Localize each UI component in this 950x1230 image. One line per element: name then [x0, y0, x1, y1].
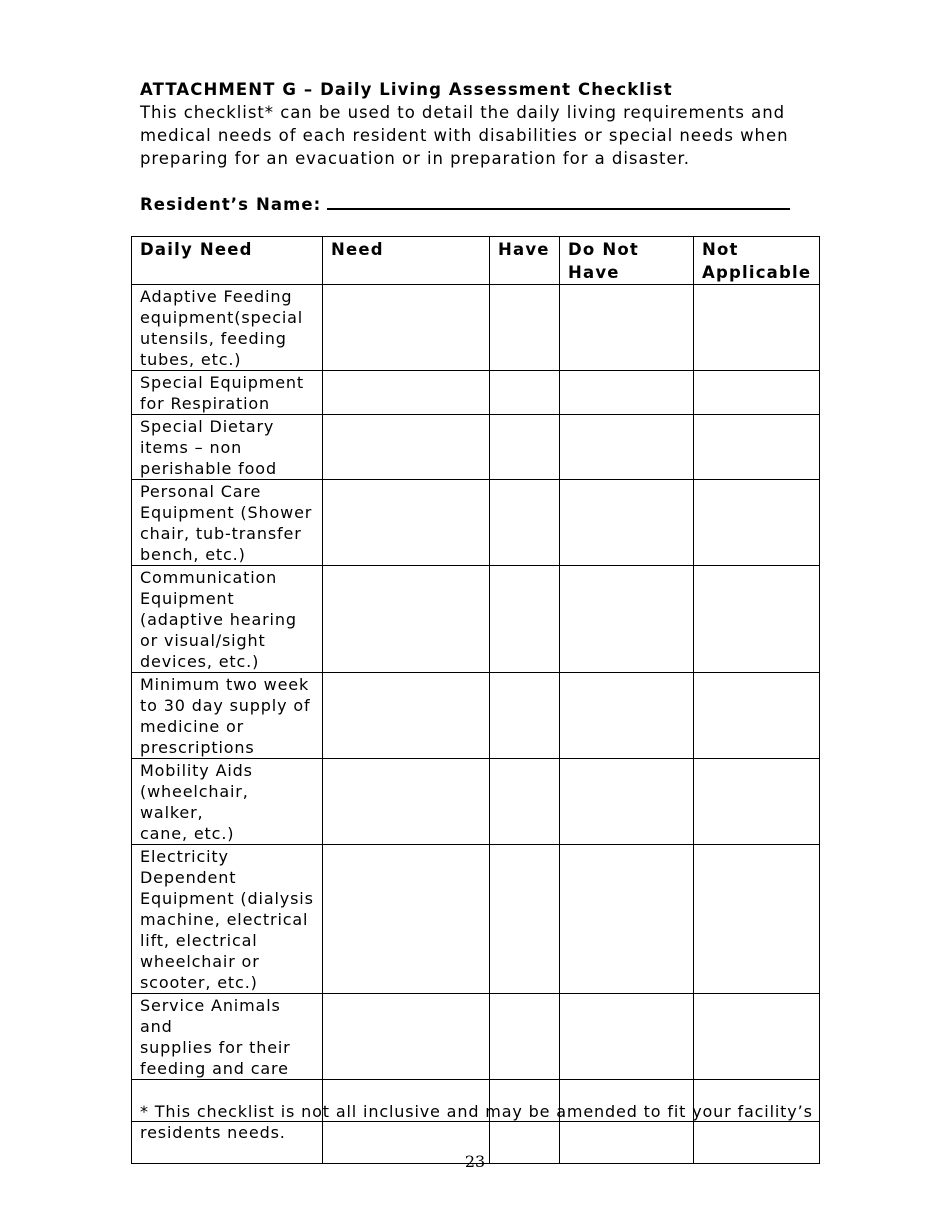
have-cell[interactable]: [490, 759, 560, 845]
table-row: [132, 371, 820, 415]
footnote-line: * This checklist is not all inclusive and may be amended to fit your facility’s: [140, 1102, 813, 1121]
header-need: Need: [323, 237, 490, 285]
have-cell[interactable]: [490, 845, 560, 994]
table-row: [132, 759, 820, 845]
do-not-have-cell[interactable]: [560, 415, 694, 480]
footnote: [140, 1101, 820, 1143]
not-applicable-cell[interactable]: [694, 480, 820, 566]
intro-line: This checklist* can be used to detail the daily living requirements and: [140, 103, 786, 122]
daily-need-cell: Adaptive Feeding equipment(special utensils, feeding tubes, etc.): [132, 285, 323, 371]
do-not-have-cell[interactable]: [560, 759, 694, 845]
not-applicable-cell[interactable]: [694, 994, 820, 1080]
have-cell[interactable]: [490, 480, 560, 566]
daily-need-cell: Minimum two week to 30 day supply of medicine or prescriptions: [132, 673, 323, 759]
do-not-have-cell[interactable]: [560, 566, 694, 673]
table-row: [132, 285, 820, 371]
intro-line: preparing for an evacuation or in preparation for a disaster.: [140, 149, 690, 168]
header-have: Have: [490, 237, 560, 285]
have-cell[interactable]: [490, 415, 560, 480]
intro-paragraph: [140, 101, 820, 170]
need-cell[interactable]: [323, 994, 490, 1080]
have-cell[interactable]: [490, 994, 560, 1080]
resident-name-label: Resident’s Name:: [140, 195, 322, 214]
not-applicable-cell[interactable]: [694, 566, 820, 673]
daily-need-cell: Service Animals and supplies for their feeding and care: [132, 994, 323, 1080]
not-applicable-cell[interactable]: [694, 673, 820, 759]
page-title: ATTACHMENT G – Daily Living Assessment Checklist: [140, 80, 673, 99]
not-applicable-cell[interactable]: [694, 285, 820, 371]
have-cell[interactable]: [490, 673, 560, 759]
table-row: [132, 480, 820, 566]
have-cell[interactable]: [490, 285, 560, 371]
table-row: [132, 566, 820, 673]
table-header-row: [132, 237, 820, 285]
resident-name-row: [140, 191, 820, 216]
do-not-have-cell[interactable]: [560, 480, 694, 566]
need-cell[interactable]: [323, 673, 490, 759]
table-row: [132, 673, 820, 759]
daily-need-cell: Special Dietary items – non perishable food: [132, 415, 323, 480]
do-not-have-cell[interactable]: [560, 371, 694, 415]
table-row: [132, 994, 820, 1080]
table-row: [132, 415, 820, 480]
need-cell[interactable]: [323, 759, 490, 845]
daily-need-cell: Communication Equipment (adaptive hearing or visual/sight devices, etc.): [132, 566, 323, 673]
resident-name-blank-line: [327, 191, 790, 210]
daily-need-cell: Special Equipment for Respiration: [132, 371, 323, 415]
header-do-not-have: Do Not Have: [560, 237, 694, 285]
do-not-have-cell[interactable]: [560, 285, 694, 371]
do-not-have-cell[interactable]: [560, 673, 694, 759]
need-cell[interactable]: [323, 285, 490, 371]
need-cell[interactable]: [323, 415, 490, 480]
not-applicable-cell[interactable]: [694, 371, 820, 415]
not-applicable-cell[interactable]: [694, 759, 820, 845]
need-cell[interactable]: [323, 371, 490, 415]
header-daily-need: Daily Need: [132, 237, 323, 285]
not-applicable-cell[interactable]: [694, 415, 820, 480]
have-cell[interactable]: [490, 566, 560, 673]
need-cell[interactable]: [323, 845, 490, 994]
daily-need-cell: Electricity Dependent Equipment (dialysis machine, electrical lift, electrical wheelchair or scooter, etc.): [132, 845, 323, 994]
daily-living-checklist-table: [131, 236, 820, 1164]
need-cell[interactable]: [323, 480, 490, 566]
need-cell[interactable]: [323, 566, 490, 673]
do-not-have-cell[interactable]: [560, 994, 694, 1080]
daily-need-cell: Mobility Aids (wheelchair, walker, cane, etc.): [132, 759, 323, 845]
table-row: [132, 845, 820, 994]
page-number: 23: [464, 1152, 486, 1171]
not-applicable-cell[interactable]: [694, 845, 820, 994]
daily-need-cell: Personal Care Equipment (Shower chair, tub-transfer bench, etc.): [132, 480, 323, 566]
intro-line: medical needs of each resident with disabilities or special needs when: [140, 126, 789, 145]
have-cell[interactable]: [490, 371, 560, 415]
header-not-applicable: Not Applicable: [694, 237, 820, 285]
do-not-have-cell[interactable]: [560, 845, 694, 994]
footnote-line: residents needs.: [140, 1123, 286, 1142]
